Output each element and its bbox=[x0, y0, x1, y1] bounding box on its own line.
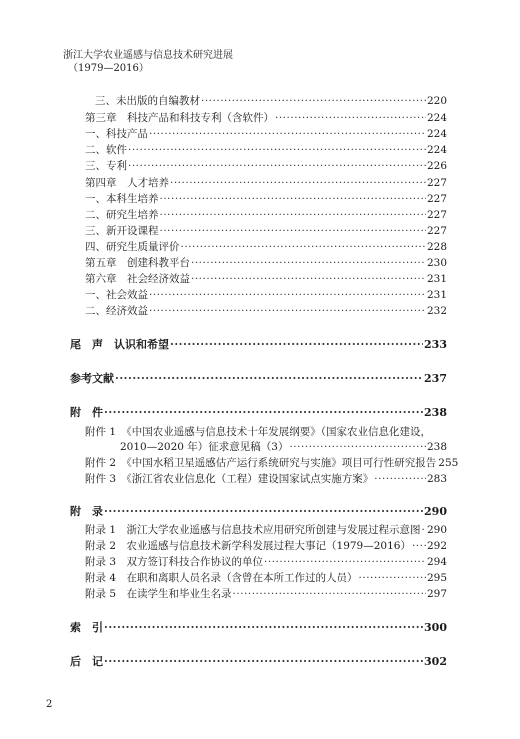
toc-entry[interactable]: 四、研究生质量评价 ····· 228 bbox=[85, 240, 447, 254]
toc-entry[interactable]: 二、研究生培养 ····· 227 bbox=[85, 208, 447, 222]
toc-entry[interactable]: 三、新开设课程 ····· 227 bbox=[85, 224, 447, 238]
running-header bbox=[63, 49, 233, 75]
toc-entry[interactable]: 第五章 创建科教平台 ····· 230 bbox=[85, 256, 447, 270]
page-number: 2 bbox=[46, 699, 53, 710]
toc-entry[interactable]: 附录 5 在读学生和毕业生名录 ····· 297 bbox=[85, 587, 447, 601]
toc-entry[interactable]: 三、未出版的自编教材 ····· 220 bbox=[95, 94, 447, 108]
toc-entry[interactable]: 附录 2 农业遥感与信息技术新学科发展过程大事记（1979—2016） ····· 292 bbox=[85, 539, 447, 553]
toc-entry[interactable]: 三、专利 ····· 226 bbox=[85, 159, 447, 173]
toc-entry[interactable]: 2010—2020 年）征求意见稿（3） ····· 238 bbox=[120, 440, 447, 454]
toc-entry[interactable]: 附件 3 《浙江省农业信息化（工程）建设国家试点实施方案》 ····· 283 bbox=[85, 472, 447, 486]
toc-entry[interactable]: 第六章 社会经济效益 ····· 231 bbox=[85, 272, 447, 286]
toc-entry[interactable]: 第四章 人才培养 ····· 227 bbox=[85, 176, 447, 190]
toc-entry[interactable]: 附件 2 《中国水稻卫星遥感估产运行系统研究与实施》项目可行性研究报告 255 bbox=[85, 457, 459, 469]
toc-entry[interactable]: 一、本科生培养 ····· 227 bbox=[85, 192, 447, 206]
toc-entry[interactable]: 附录 1 浙江大学农业遥感与信息技术应用研究所创建与发展过程示意图 ····· 290 bbox=[85, 523, 447, 537]
toc-entry[interactable]: 一、科技产品 ····· 224 bbox=[85, 127, 447, 141]
toc-entry[interactable]: 尾 声 认识和希望 ····· 233 bbox=[70, 338, 447, 352]
toc-entry[interactable]: 附 录 ····· 290 bbox=[70, 505, 447, 519]
running-header-years: （1979—2016） bbox=[68, 63, 149, 74]
toc-entry[interactable]: 第三章 科技产品和科技专利（含软件） ····· 224 bbox=[85, 111, 447, 125]
toc-entry[interactable]: 附录 4 在职和离职人员名录（含曾在本所工作过的人员） ····· 295 bbox=[85, 571, 447, 585]
toc-entry[interactable]: 索 引 ····· 300 bbox=[70, 621, 447, 635]
toc-entry[interactable]: 二、经济效益 ····· 232 bbox=[85, 304, 447, 318]
toc-entry[interactable]: 附 件 ····· 238 bbox=[70, 406, 447, 420]
toc-entry[interactable]: 附录 3 双方签订科技合作协议的单位 ····· 294 bbox=[85, 555, 447, 569]
toc-entry[interactable]: 附件 1 《中国农业遥感与信息技术十年发展纲要》（国家农业信息化建设， bbox=[85, 426, 432, 438]
toc-entry[interactable]: 后 记 ····· 302 bbox=[70, 655, 447, 669]
toc-entry[interactable]: 参考文献 ····· 237 bbox=[70, 372, 447, 386]
toc-entry[interactable]: 一、社会效益 ····· 231 bbox=[85, 288, 447, 302]
toc-entry[interactable]: 二、软件 ····· 224 bbox=[85, 143, 447, 157]
running-header-title: 浙江大学农业遥感与信息技术研究进展 bbox=[63, 50, 233, 61]
